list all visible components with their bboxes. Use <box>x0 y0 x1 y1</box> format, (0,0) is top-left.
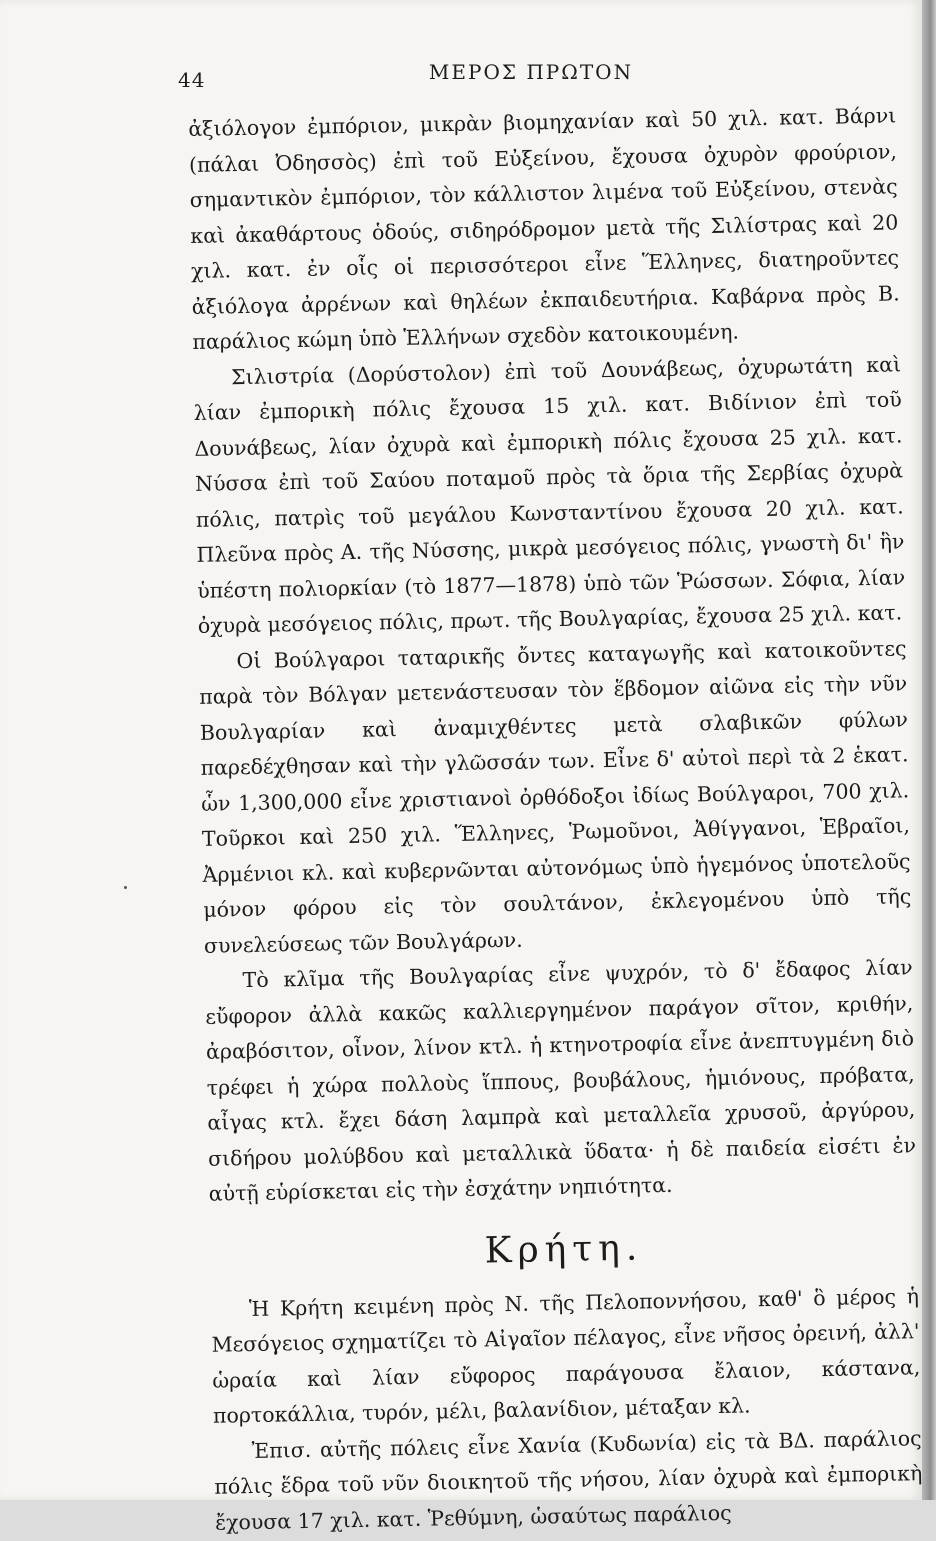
running-head: ΜΕΡΟΣ ΠΡΩΤΟΝ <box>428 60 634 84</box>
page-number: 44 <box>178 68 206 92</box>
paragraph-crete-cities: Ἐπισ. αὐτῆς πόλεις εἶνε Χανία (Κυδωνία) εἰς τὰ ΒΔ. παράλιος πόλις ἕδρα τοῦ νῦν διοικητοῦ τῆς νήσου, λίαν ὀχυρὰ καὶ ἐμπορικὴ ἔχουσα 17 χιλ. κατ. Ῥεθύμνη, ὡσαύτως παράλιος <box>214 1425 923 1535</box>
body-text <box>188 98 923 1540</box>
page-edge <box>922 0 936 1500</box>
paragraph-varna: ἀξιόλογον ἐμπόριον, μικρὰν βιομηχανίαν καὶ 50 χιλ. κατ. Βάρνι (πάλαι Ὀδησσὸς) ἐπὶ τοῦ Εὐξείνου, ἔχουσα ὀχυρὸν φρούριον, σημαντικὸν ἐμπόριον, τὸν κάλλιστον λιμένα τοῦ Εὐξείνου, στενὰς καὶ ἀκαθάρτους ὁδούς, σιδηρόδρομον μετὰ τῆς Σιλίστρας καὶ 20 χιλ. κατ. ἐν οἷς οἱ περισσότεροι εἶνε Ἕλληνες, διατηροῦντες ἀξιόλογα ἀρρένων καὶ θηλέων ἐκπαιδευτήρια. Καβάρνα πρὸς Β. παράλιος κώμη ὑπὸ Ἑλλήνων σχεδὸν κατοικουμένη. <box>188 103 900 354</box>
paragraph-bulgarians: Οἱ Βούλγαροι ταταρικῆς ὄντες καταγωγῆς καὶ κατοικοῦντες παρὰ τὸν Βόλγαν μετενάστευσαν τὸν ἕβδομον αἰῶνα εἰς τὴν νῦν Βουλγαρίαν καὶ ἀναμιχθέντες μετὰ σλαβικῶν φύλων παρεδέχθησαν καὶ τὴν γλῶσσάν των. Εἶνε δ' αὐτοὶ περὶ τὰ 2 ἑκατ. ὧν 1,300,000 εἶνε χριστιανοὶ ὀρθόδοξοι ἰδίως Βούλγαροι, 700 χιλ. Τοῦρκοι καὶ 250 χιλ. Ἕλληνες, Ῥωμοῦνοι, Ἀθίγγανοι, Ἑβραῖοι, Ἀρμένιοι κλ. καὶ κυβερνῶνται αὐτονόμως ὑπὸ ἡγεμόνος ὑποτελοῦς μόνον φόρου εἰς τὸν σουλτάνον, ἐκλεγομένου ὑπὸ τῆς συνελεύσεως τῶν Βουλγάρων. <box>199 635 912 958</box>
paragraph-crete-intro: Ἡ Κρήτη κειμένη πρὸς Ν. τῆς Πελοποννήσου, καθ' ὃ μέρος ἡ Μεσόγειος σχηματίζει τὸ Αἰγαῖον πέλαγος, εἶνε νῆσος ὀρεινή, ἀλλ' ὡραία καὶ λίαν εὔφορος παράγουσα ἔλαιον, κάστανα, πορτοκάλλια, τυρόν, μέλι, βαλανίδιον, μέταξαν κλ. <box>211 1283 921 1428</box>
section-title: Κρήτη. <box>484 1226 644 1272</box>
page-header <box>178 60 884 90</box>
paragraph-silistria: Σιλιστρία (Δορύστολον) ἐπὶ τοῦ Δουνάβεως, ὀχυρωτάτη καὶ λίαν ἐμπορικὴ πόλις ἔχουσα 15 χιλ. κατ. Βιδίνιον ἐπὶ τοῦ Δουνάβεως, λίαν ὀχυρὰ καὶ ἐμπορικὴ πόλις ἔχουσα 25 χιλ. κατ. Νύσσα ἐπὶ τοῦ Σαύου ποταμοῦ πρὸς τὰ ὅρια τῆς Σερβίας ὀχυρὰ πόλις, πατρὶς τοῦ μεγάλου Κωνσταντίνου ἔχουσα 20 χιλ. κατ. Πλεῦνα πρὸς Α. τῆς Νύσσης, μικρὰ μεσόγειος πόλις, γνωστὴ δι' ἣν ὑπέστη πολιορκίαν (τὸ 1877—1878) ὑπὸ τῶν Ῥώσσων. Σόφια, λίαν ὀχυρὰ μεσόγειος πόλις, πρωτ. τῆς Βουλγαρίας, ἔχουσα 25 χιλ. κατ. <box>193 351 906 638</box>
paragraph-climate: Τὸ κλῖμα τῆς Βουλγαρίας εἶνε ψυχρόν, τὸ δ' ἔδαφος λίαν εὔφορον ἀλλὰ κακῶς καλλιεργημένον παράγον σῖτον, κριθήν, ἀραβόσιτον, οἶνον, λίνον κτλ. ἡ κτηνοτροφία εἶνε ἀνεπτυγμένη διὸ τρέφει ἡ χώρα πολλοὺς ἵππους, βουβάλους, ἡμιόνους, πρόβατα, αἶγας κτλ. ἔχει δάση λαμπρὰ καὶ μεταλλεῖα χρυσοῦ, ἀργύρου, σιδήρου μολύβδου καὶ μεταλλικὰ ὕδατα· ἡ δὲ παιδεία εἰσέτι ἐν αὐτῇ εὑρίσκεται εἰς τὴν ἐσχάτην νηπιότητα. <box>205 955 917 1206</box>
ink-speck <box>124 886 127 889</box>
